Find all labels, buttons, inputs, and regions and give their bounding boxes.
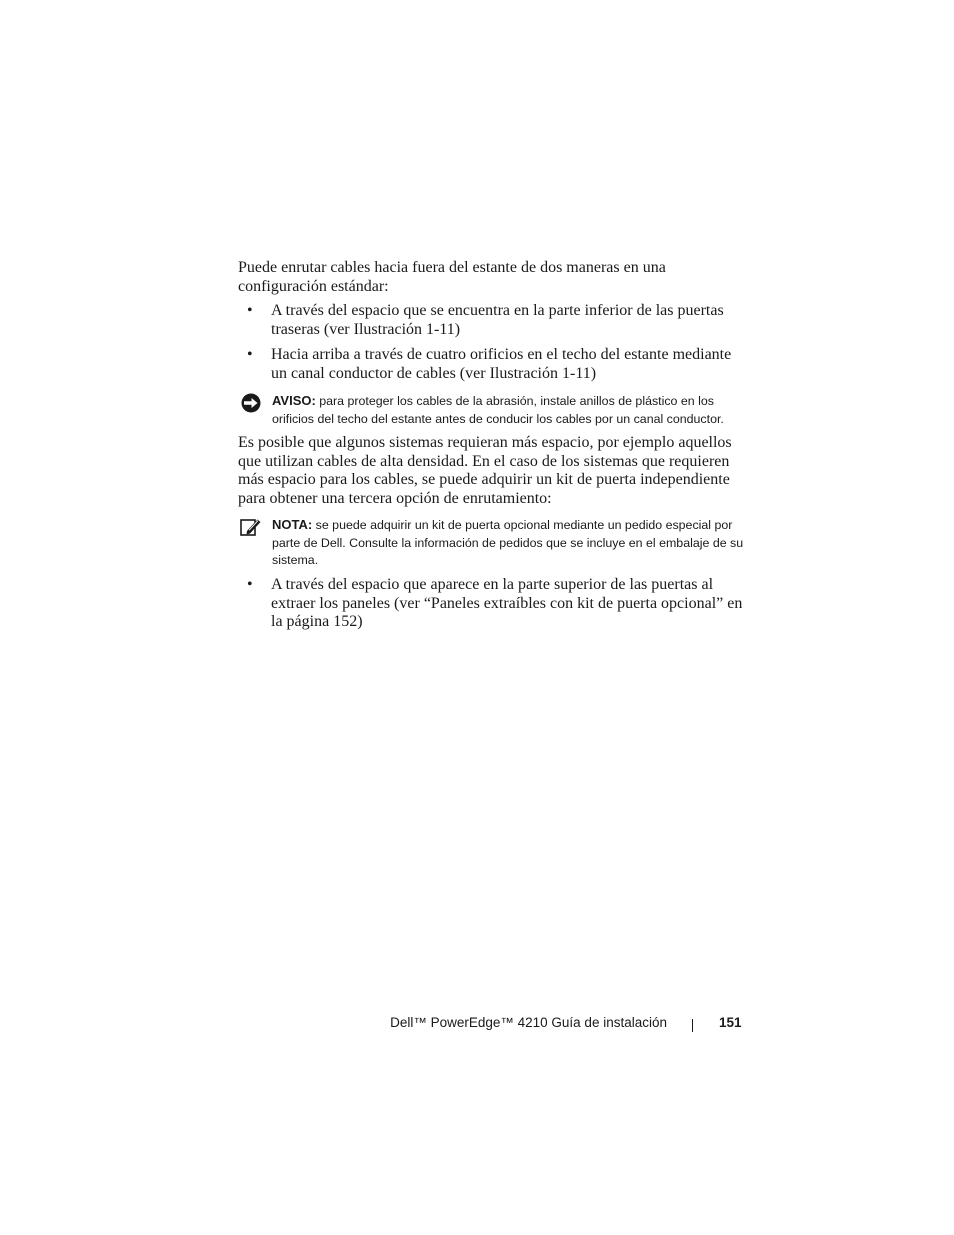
list-item-text: A través del espacio que se encuentra en la parte inferior de las puertas traseras (ver Ilustración 1-11) xyxy=(271,302,724,338)
page-number: 151 xyxy=(719,1015,742,1030)
note-label: NOTA: xyxy=(272,517,313,532)
notice-label: AVISO: xyxy=(272,393,316,408)
page-footer xyxy=(0,1015,954,1035)
intro-paragraph: Puede enrutar cables hacia fuera del estante de dos maneras en una configuración estándar: xyxy=(238,259,666,295)
notice-text: para proteger los cables de la abrasión, instale anillos de plástico en los orificios del techo del estante antes de conducir los cables por un canal conductor. xyxy=(272,394,724,426)
footer-title: Dell™ PowerEdge™ 4210 Guía de instalación xyxy=(390,1015,667,1030)
notice-body xyxy=(272,392,758,428)
bullet-glyph: • xyxy=(247,302,253,319)
note-text: se puede adquirir un kit de puerta opcional mediante un pedido especial por parte de Dell. Consulte la información de pedidos que se incluye en el embalaje de su sistema. xyxy=(272,518,744,567)
list-item xyxy=(238,302,748,339)
note-pencil-icon xyxy=(240,517,262,537)
notice-icon xyxy=(240,393,262,413)
list-item-text: A través del espacio que aparece en la parte superior de las puertas al extraer los paneles (ver “Paneles extraíbles con kit de puerta opcional” en la página 152) xyxy=(271,576,743,630)
footer-separator xyxy=(692,1019,693,1032)
bullet-glyph: • xyxy=(247,346,253,363)
bullet-glyph: • xyxy=(247,576,253,593)
list-item xyxy=(238,576,748,632)
list-item xyxy=(238,346,748,383)
note-body xyxy=(272,516,758,570)
notice-callout xyxy=(238,392,758,428)
note-callout xyxy=(238,516,758,570)
list-item-text: Hacia arriba a través de cuatro orificios en el techo del estante mediante un canal conductor de cables (ver Ilustración 1-11) xyxy=(271,346,732,382)
body-paragraph: Es posible que algunos sistemas requieran más espacio, por ejemplo aquellos que utilizan cables de alta densidad. En el caso de los sistemas que requieren más espacio para los cables, se puede adquirir un kit de puerta independiente para obtener una tercera opción de enrutamiento: xyxy=(238,434,732,507)
